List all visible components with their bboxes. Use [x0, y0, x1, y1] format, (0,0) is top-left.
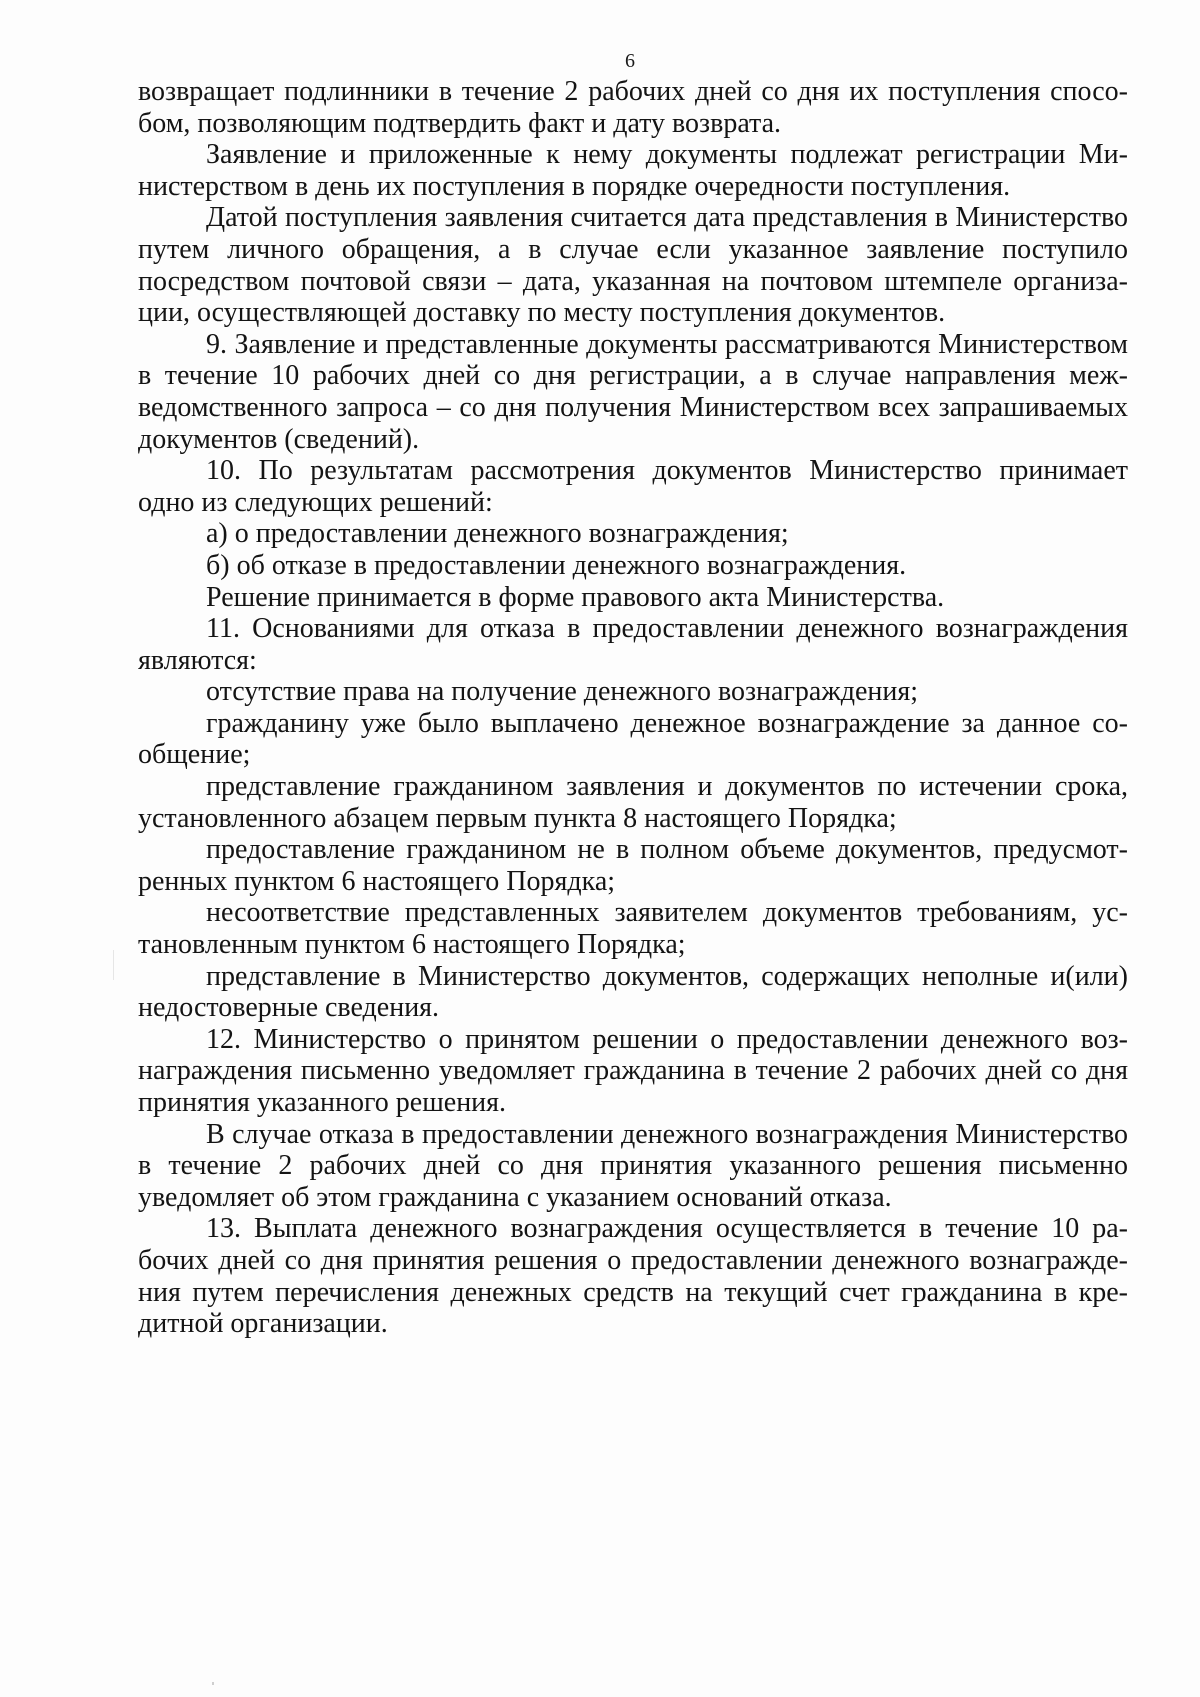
refusal-reason-1: отсутствие права на получение денежного вознаграждения;: [206, 676, 919, 708]
refusal-reason-4: предоставление гражданином не в полном объеме документов, предусмотренных пунктом 6 настоящего Порядка;: [138, 834, 1128, 897]
paragraph-registration: Заявление и приложенные к нему документы подлежат регистрации Министерством в день их поступления в порядке очередности поступления.: [138, 139, 1128, 202]
refusal-reason-5: несоответствие представленных заявителем документов требованиям, установленным пунктом 6 настоящего Порядка;: [138, 897, 1128, 961]
paragraph-item-9: 9. Заявление и представленные документы рассматриваются Министерством в течение 10 рабочих дней со дня регистрации, а в случае направления межведомственного запроса – со дня получения Министерством всех запрашиваемых документов (сведений).: [138, 328, 1128, 455]
list-item-b: б) об отказе в предоставлении денежного вознаграждения.: [206, 549, 907, 581]
scan-speck: [113, 950, 114, 980]
paragraph-item-12: 12. Министерство о принятом решении о предоставлении денежного вознаграждения письменно уведомляет гражданина в течение 2 рабочих дней со дня принятия указанного решения.: [138, 1023, 1128, 1118]
paragraph-receipt-date: Датой поступления заявления считается дата представления в Министерство путем личного обращения, а в случае если указанное заявление поступило посредством почтовой связи – дата, указанная на почтовом штемпеле организации, осуществляющей доставку по месту поступления документов.: [138, 202, 1128, 329]
page-number: 6: [625, 50, 635, 72]
paragraph-item-11: 11. Основаниями для отказа в предоставлении денежного вознаграждения являются:: [138, 613, 1128, 676]
list-item-a: а) о предоставлении денежного вознаграждения;: [206, 518, 789, 550]
paragraph-item-13: 13. Выплата денежного вознаграждения осуществляется в течение 10 рабочих дней со дня принятия решения о предоставлении денежного вознаграждения путем перечисления денежных средств на текущий счет гражданина в кредитной организации.: [138, 1213, 1128, 1340]
scan-speck: [212, 1682, 214, 1685]
refusal-reason-3: представление гражданином заявления и документов по истечении срока, установленного абзацем первым пункта 8 настоящего Порядка;: [138, 771, 1128, 834]
document-body: [138, 76, 1128, 1340]
paragraph-item-10: 10. По результатам рассмотрения документов Министерство принимает одно из следующих решений:: [138, 455, 1128, 518]
refusal-reason-2: гражданину уже было выплачено денежное вознаграждение за данное сообщение;: [138, 707, 1128, 771]
paragraph-refusal-notice: В случае отказа в предоставлении денежного вознаграждения Министерство в течение 2 рабочих дней со дня принятия указанного решения письменно уведомляет об этом гражданина с указанием оснований отказа.: [138, 1118, 1128, 1213]
refusal-reason-6: представление в Министерство документов, содержащих неполные и(или) недостоверные сведения.: [138, 960, 1128, 1024]
paragraph-continuation: возвращает подлинники в течение 2 рабочих дней со дня их поступления способом, позволяющим подтвердить факт и дату возврата.: [138, 76, 1128, 139]
paragraph-decision-form: Решение принимается в форме правового акта Министерства.: [206, 581, 945, 613]
